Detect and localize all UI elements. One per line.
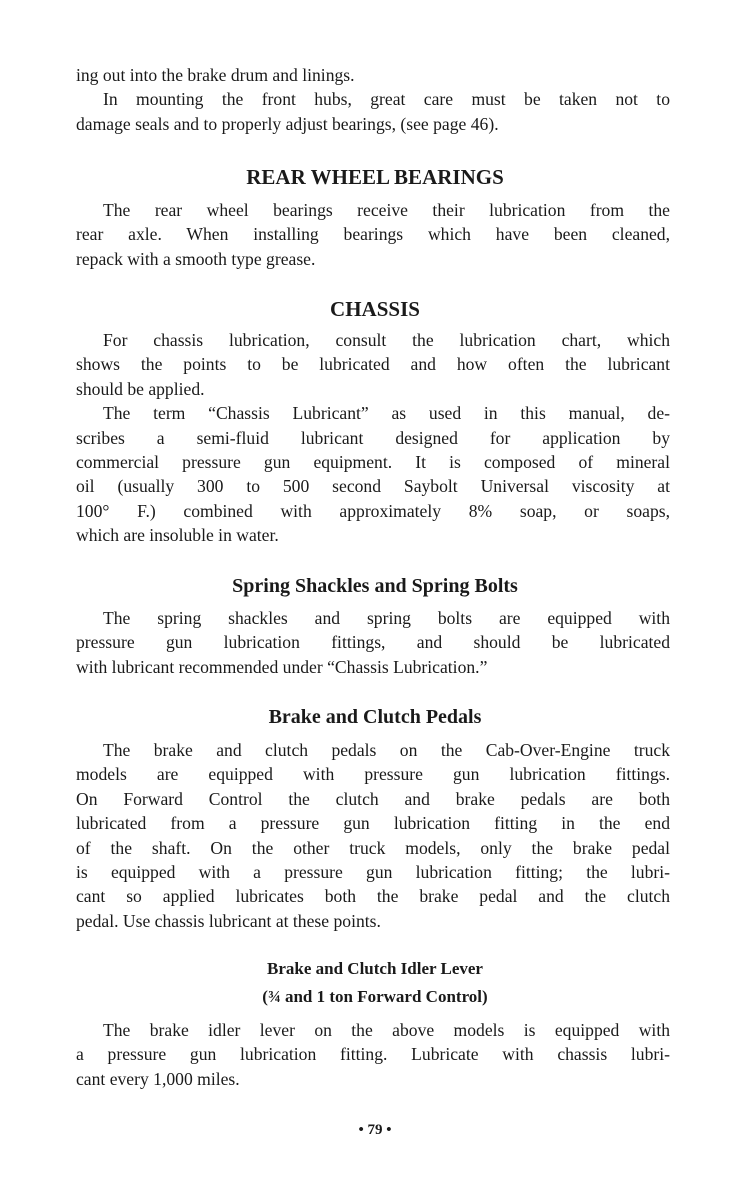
heading-chassis: CHASSIS — [330, 297, 420, 321]
text-line: of the shaft. On the other truck models, only the brake pedal — [76, 837, 670, 858]
text-line: repack with a smooth type grease. — [76, 248, 316, 269]
text-line: pedal. Use chassis lubricant at these points. — [76, 910, 381, 931]
text-line: The spring shackles and spring bolts are equipped with — [103, 608, 670, 628]
text-line: is equipped with a pressure gun lubrication fitting; the lubri- — [76, 861, 670, 882]
text-line: The rear wheel bearings receive their lubrication from the — [103, 200, 670, 220]
text-line: On Forward Control the clutch and brake pedals are both — [76, 788, 670, 809]
pedals-paragraph — [76, 738, 670, 933]
text-line: scribes a semi-fluid lubricant designed for application by — [76, 427, 670, 448]
heading-idler-lever: Brake and Clutch Idler Lever — [267, 959, 483, 978]
rear-wheel-paragraph — [76, 198, 670, 271]
text-line: shows the points to be lubricated and how often the lubricant — [76, 354, 670, 375]
text-line: which are insoluble in water. — [76, 525, 279, 546]
text-line: oil (usually 300 to 500 second Saybolt Universal viscosity at — [76, 476, 670, 497]
text-line: In mounting the front hubs, great care must be taken not to — [103, 89, 670, 110]
heading-rear-wheel-bearings: REAR WHEEL BEARINGS — [246, 165, 504, 189]
spring-paragraph — [76, 606, 670, 679]
text-line: a pressure gun lubrication fitting. Lubricate with chassis lubri- — [76, 1044, 670, 1065]
heading-brake-clutch-pedals: Brake and Clutch Pedals — [268, 706, 482, 728]
text-line: The brake idler lever on the above models is equipped with — [103, 1020, 670, 1040]
text-line: commercial pressure gun equipment. It is composed of mineral — [76, 451, 670, 472]
idler-paragraph — [76, 1018, 670, 1091]
intro-continuation — [76, 63, 670, 136]
text-line: For chassis lubrication, consult the lubrication chart, which — [103, 330, 670, 350]
text-line: The term “Chassis Lubricant” as used in this manual, de- — [103, 403, 670, 424]
text-line: 100° F.) combined with approximately 8% soap, or soaps, — [76, 500, 670, 521]
page-number: • 79 • — [358, 1122, 392, 1138]
text-line: rear axle. When installing bearings which have been cleaned, — [76, 224, 670, 245]
heading-spring-shackles: Spring Shackles and Spring Bolts — [232, 575, 518, 597]
subheading-forward-control: (¾ and 1 ton Forward Control) — [262, 987, 488, 1006]
text-line: models are equipped with pressure gun lubrication fittings. — [76, 764, 670, 785]
text-line: damage seals and to properly adjust bearings, (see page 46). — [76, 113, 499, 134]
text-line: The brake and clutch pedals on the Cab-Over-Engine truck — [103, 740, 670, 760]
text-line: cant every 1,000 miles. — [76, 1068, 240, 1089]
chassis-paragraphs — [76, 328, 670, 548]
text-line: lubricated from a pressure gun lubrication fitting in the end — [76, 813, 670, 834]
text-line: cant so applied lubricates both the brake pedal and the clutch — [76, 886, 670, 907]
text-line: ing out into the brake drum and linings. — [76, 65, 355, 85]
text-line: with lubricant recommended under “Chassis Lubrication.” — [76, 656, 488, 677]
text-line: should be applied. — [76, 378, 205, 399]
text-line: pressure gun lubrication fittings, and should be lubricated — [76, 632, 670, 653]
